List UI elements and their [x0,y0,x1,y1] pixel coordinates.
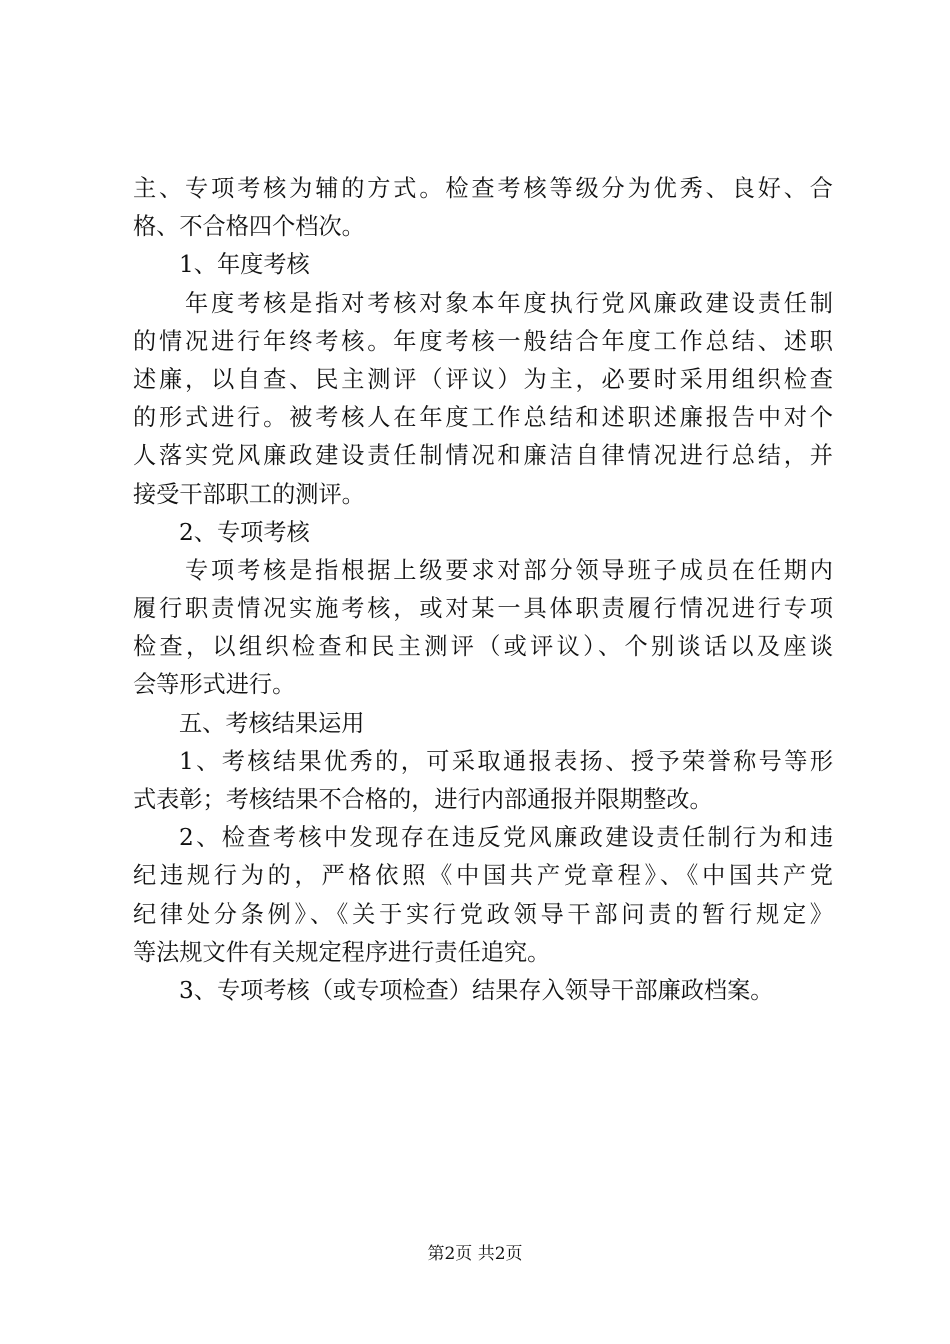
paragraph [133,819,833,972]
text-line: 纪违规行为的，严格依照《中国共产党章程》、《中国共产党 [133,862,833,890]
text-line: 人落实党风廉政建设责任制情况和廉洁自律情况进行总结，并 [133,442,833,470]
text-line: 履行职责情况实施考核，或对某一具体职责履行情况进行专项 [133,595,833,623]
text-line: 主、专项考核为辅的方式。检查考核等级分为优秀、良好、合 [133,175,833,202]
text-line: 五、考核结果运用 [179,709,365,737]
text-line: 2、专项考核 [179,518,310,546]
text-line: 1、考核结果优秀的，可采取通报表扬、授予荣誉称号等形 [179,747,833,775]
document-body [133,170,833,1010]
text-line: 专项考核是指根据上级要求对部分领导班子成员在任期内 [185,556,833,584]
text-line: 等法规文件有关规定程序进行责任追究。 [133,938,551,966]
text-line: 纪律处分条例》、《关于实行党政领导干部问责的暂行规定》 [133,900,833,928]
page-number-label: 第2页 共2页 [427,1244,523,1264]
text-line: 1、年度考核 [179,251,310,279]
text-line: 述廉，以自查、民主测评（评议）为主，必要时采用组织检查 [133,365,833,393]
paragraph [133,552,833,705]
paragraph [133,705,833,743]
text-line: 2、检查考核中发现存在违反党风廉政建设责任制行为和违 [179,824,833,852]
paragraph [133,170,833,246]
paragraph [133,246,833,284]
text-line: 的形式进行。被考核人在年度工作总结和述职述廉报告中对个 [133,404,833,432]
paragraph [133,514,833,552]
text-line: 的情况进行年终考核。年度考核一般结合年度工作总结、述职 [133,327,833,355]
text-line: 检查，以组织检查和民主测评（或评议）、个别谈话以及座谈 [133,633,833,661]
paragraph [133,743,833,819]
paragraph [133,285,833,514]
text-line: 式表彰；考核结果不合格的，进行内部通报并限期整改。 [133,786,713,813]
text-line: 年度考核是指对考核对象本年度执行党风廉政建设责任制 [185,289,833,317]
paragraph [133,972,833,1010]
text-line: 格、不合格四个档次。 [133,213,365,241]
text-line: 接受干部职工的测评。 [133,480,365,508]
text-line: 会等形式进行。 [133,671,296,699]
text-line: 3、专项考核（或专项检查）结果存入领导干部廉政档案。 [179,976,774,1004]
page-footer [0,1242,950,1266]
